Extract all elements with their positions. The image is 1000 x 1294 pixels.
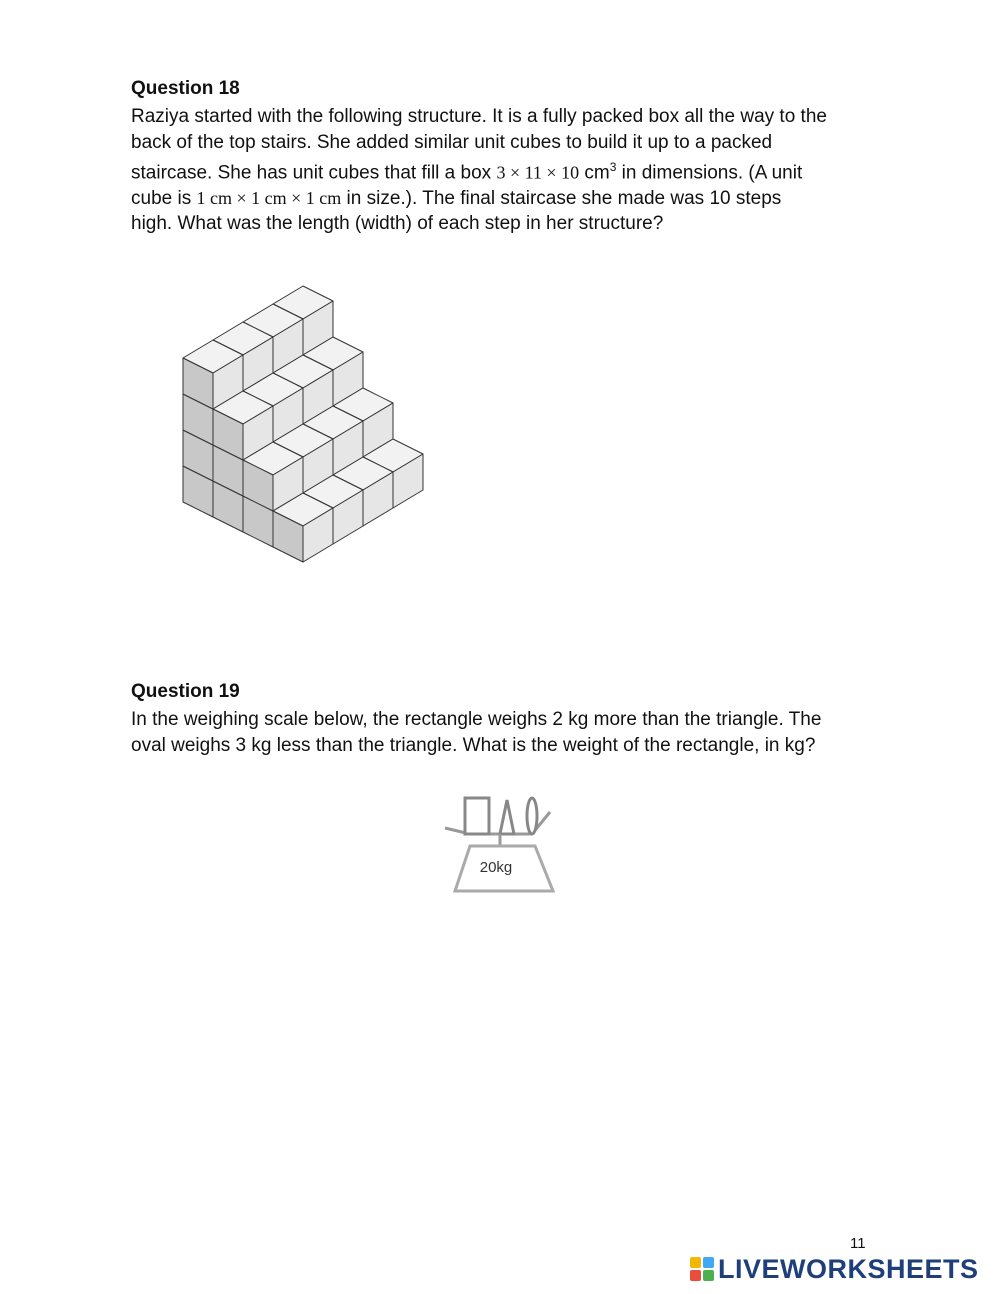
q18-line-4: cube is 1 cm × 1 cm × 1 cm in size.). The final staircase she made was 10 steps: [131, 187, 782, 209]
triangle-shape: [500, 800, 514, 834]
rectangle-shape: [465, 798, 489, 834]
liveworksheets-logo: [690, 1253, 979, 1285]
question-19-title: Question 19: [131, 681, 240, 702]
q19-line-2: oval weighs 3 kg less than the triangle. What is the weight of the rectangle, in kg?: [131, 734, 816, 756]
q18-line-1: Raziya started with the following structure. It is a fully packed box all the way to the: [131, 106, 827, 127]
cube-staircase-figure: [175, 262, 475, 574]
q18-line-5: high. What was the length (width) of each step in her structure?: [131, 213, 664, 235]
page-number: 11: [850, 1235, 866, 1252]
liveworksheets-logo-icon: [690, 1257, 714, 1281]
q19-line-1: In the weighing scale below, the rectangle weighs 2 kg more than the triangle. The: [131, 709, 822, 730]
q18-line-2: back of the top stairs. She added similar unit cubes to build it up to a packed: [131, 131, 773, 153]
q18-line-3: staircase. She has unit cubes that fill a box 3 × 11 × 10 $cm^3$ in dimensions. (A unit: [131, 160, 803, 184]
question-18-title: Question 18: [131, 78, 240, 99]
question-19-text: [131, 707, 891, 758]
unit-cube-size: 1 cm × 1 cm × 1 cm: [196, 187, 342, 208]
brand-name: LIVEWORKSHEETS: [718, 1253, 979, 1284]
box-dimensions: 3 × 11 × 10: [496, 162, 580, 183]
oval-shape: [527, 798, 537, 834]
weighing-scale-figure: [440, 790, 560, 900]
question-18-text: [131, 104, 891, 237]
scale-label: 20kg: [479, 859, 513, 876]
